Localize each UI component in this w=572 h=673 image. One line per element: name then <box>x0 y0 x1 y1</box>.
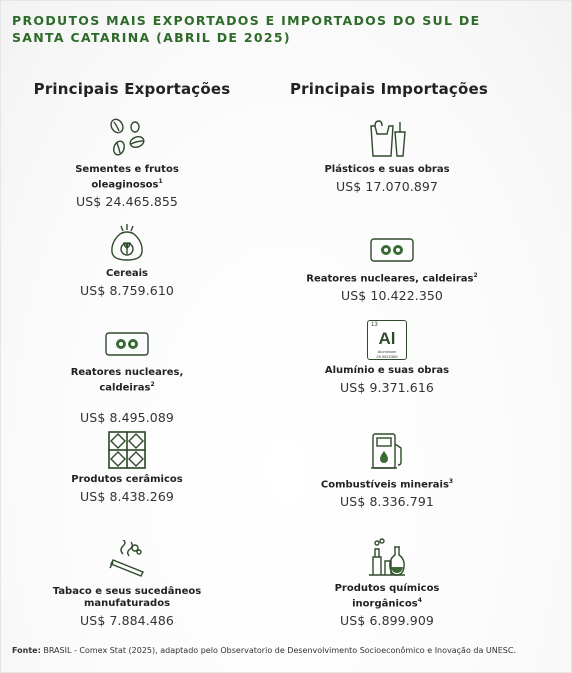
chemical-flasks-icon <box>365 537 409 579</box>
import-item <box>312 118 462 194</box>
export-item <box>52 430 202 504</box>
export-label: Produtos cerâmicos <box>71 474 183 485</box>
cigarette-icon <box>105 540 149 580</box>
import-value: US$ 10.422.350 <box>341 288 443 304</box>
grain-sack-icon <box>105 222 149 266</box>
export-value: US$ 24.465.855 <box>76 194 178 210</box>
gears-icon <box>104 330 150 358</box>
export-item <box>42 540 212 628</box>
import-value: US$ 9.371.616 <box>340 380 434 395</box>
export-value: US$ 8.495.089 <box>80 410 174 426</box>
export-item <box>52 222 202 298</box>
source-text: BRASIL - Comex Stat (2025), adaptado pelo Observatorio de Desenvolvimento Socioeconômico e Inovação da UNESC. <box>43 646 517 655</box>
footnote-marker: 4 <box>417 597 422 604</box>
export-label: Reatores nucleares, caldeiras <box>70 367 184 394</box>
import-value: US$ 17.070.897 <box>336 179 438 194</box>
import-value: US$ 6.899.909 <box>340 613 434 629</box>
aluminum-element-icon <box>367 320 407 360</box>
source-label: Fonte: <box>12 646 41 655</box>
ceramic-tiles-icon <box>107 430 147 470</box>
export-label: Sementes e frutos oleaginosos <box>75 164 179 191</box>
source-note <box>12 645 542 656</box>
export-value: US$ 8.759.610 <box>80 283 174 298</box>
export-label: Tabaco e seus sucedâneos manufaturados <box>52 586 202 609</box>
import-item <box>302 236 482 303</box>
import-label: Alumínio e suas obras <box>324 365 450 376</box>
element-mass: 26.9815385 <box>376 354 398 359</box>
footnote-marker: 2 <box>473 272 478 279</box>
element-name: Aluminium <box>377 349 397 354</box>
import-label: Combustíveis minerais <box>320 479 449 491</box>
exports-heading: Principais Exportações <box>33 80 231 98</box>
import-item <box>312 430 462 509</box>
export-value: US$ 7.884.486 <box>80 613 174 628</box>
element-number: 13 <box>371 322 378 328</box>
footnote-marker: 1 <box>158 178 163 185</box>
footnote-marker: 2 <box>150 381 155 388</box>
gears-icon <box>369 236 415 264</box>
plastic-items-icon <box>365 118 409 160</box>
page-title: PRODUTOS MAIS EXPORTADOS E IMPORTADOS DO SUL DE SANTA CATARINA (ABRIL DE 2025) <box>12 13 481 45</box>
export-item <box>42 330 212 425</box>
import-item <box>312 320 462 395</box>
import-value: US$ 8.336.791 <box>340 494 434 510</box>
element-symbol: Al <box>378 329 396 348</box>
import-item <box>312 537 462 628</box>
footnote-marker: 3 <box>448 478 454 485</box>
import-label: Produtos químicos inorgânicos <box>334 583 440 610</box>
export-value: US$ 8.438.269 <box>80 489 174 504</box>
import-label: Plásticos e suas obras <box>324 164 450 175</box>
imports-heading: Principais Importações <box>289 80 489 98</box>
import-label: Reatores nucleares, caldeiras <box>306 273 474 285</box>
export-label: Cereais <box>106 268 148 279</box>
export-item <box>52 116 202 209</box>
fuel-pump-icon <box>367 430 407 472</box>
seeds-icon <box>105 116 149 160</box>
